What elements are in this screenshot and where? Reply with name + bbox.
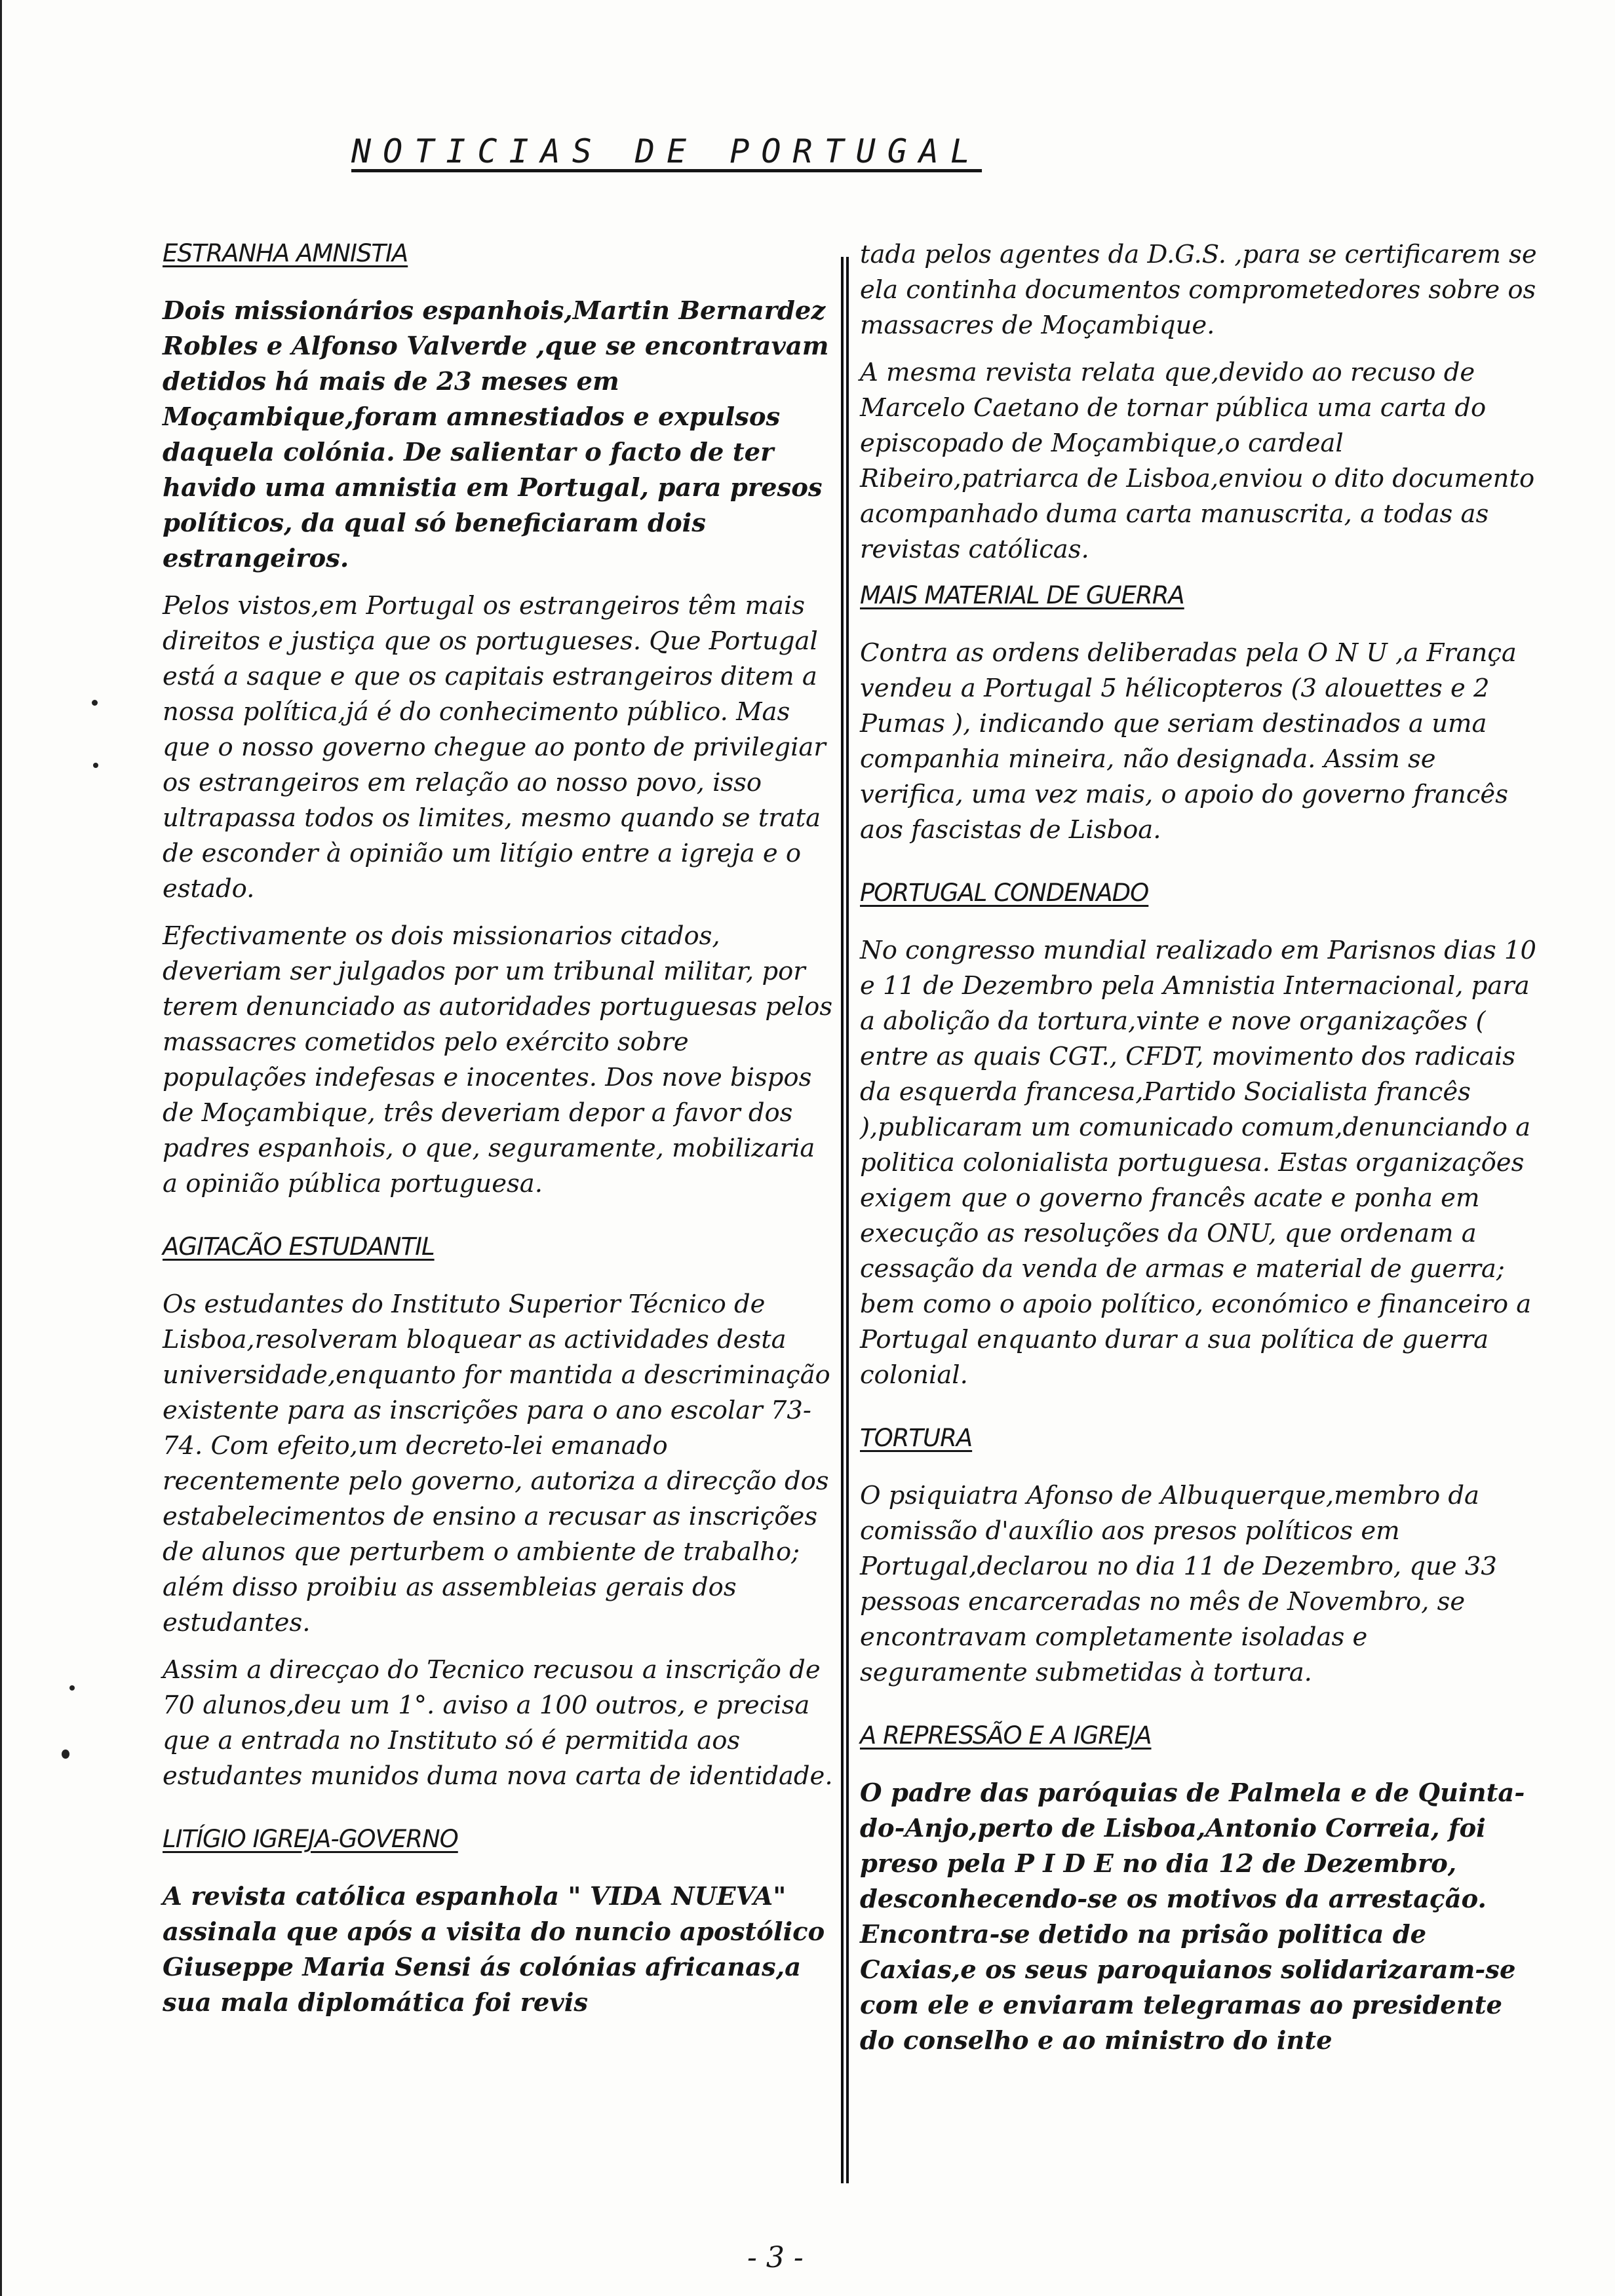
article-paragraph: A mesma revista relata que,devido ao recuso de Marcelo Caetano de tornar pública uma carta do episcopado de Moçambique,o cardeal Ribeiro,patriarca de Lisboa,enviou o dito documento acompanhado duma carta manuscrita, a todas as revistas católicas. bbox=[860, 358, 1535, 564]
heading-portugal-condenado: PORTUGAL CONDENADO bbox=[860, 879, 1149, 907]
left-column bbox=[163, 237, 838, 2033]
article-paragraph: O padre das paróquias de Palmela e de Quinta-do-Anjo,perto de Lisboa,Antonio Correia, foi preso pela P I D E no dia 12 de Dezembro, desconhecendo-se os motivos da arrestação. Encontra-se detido na prisão politica de Caxias,e os seus paroquianos solidarizaram-se com ele e enviaram telegramas ao presidente do conselho e ao ministro do inte bbox=[860, 1778, 1525, 2056]
scan-speck bbox=[62, 1750, 69, 1759]
article-paragraph: No congresso mundial realizado em Parisnos dias 10 e 11 de Dezembro pela Amnistia Internacional, para a abolição da tortura,vinte e nove organizações ( entre as quais CGT., CFDT, movimento dos radicais da esquerda francesa,Partido Socialista francês ),publicaram um comunicado comum,denunciando a politica colonialista portuguesa. Estas organizações exigem que o governo francês acate e ponha em execução as resoluções da ONU, que ordenam a cessação da venda de armas e material de guerra; bem como o apoio político, económico e financeiro a Portugal enquanto durar a sua política de guerra colonial. bbox=[860, 936, 1537, 1390]
article-paragraph: Dois missionários espanhois,Martin Bernardez Robles e Alfonso Valverde ,que se encontravam detidos há mais de 23 meses em Moçambique,foram amnestiados e expulsos daquela colónia. De salientar o facto de ter havido uma amnistia em Portugal, para presos políticos, da qual só beneficiaram dois estrangeiros. bbox=[163, 296, 829, 573]
article-paragraph: Pelos vistos,em Portugal os estrangeiros têm mais direitos e justiça que os portugueses. Que Portugal está a saque e que os capitais estrangeiros ditem a nossa política,já é do conhecimento público. Mas que o nosso governo chegue ao ponto de privilegiar os estrangeiros em relação ao nosso povo, isso ultrapassa todos os limites, mesmo quando se trata de esconder à opinião um litígio entre a igreja e o estado. bbox=[163, 591, 826, 904]
article-paragraph: Assim a direcçao do Tecnico recusou a inscrição de 70 alunos,deu um 1°. aviso a 100 outros, e precisa que a entrada no Instituto só é permitida aos estudantes munidos duma nova carta de identidade. bbox=[163, 1655, 833, 1791]
article-paragraph: tada pelos agentes da D.G.S. ,para se certificarem se ela continha documentos comprometedores sobre os massacres de Moçambique. bbox=[860, 240, 1537, 340]
scan-speck bbox=[93, 763, 98, 768]
article-paragraph: Os estudantes do Instituto Superior Técnico de Lisboa,resolveram bloquear as actividades desta universidade,enquanto for mantida a descriminação existente para as inscrições para o ano escolar 73-74. Com efeito,um decreto-lei emanado recentemente pelo governo, autoriza a direcção dos estabelecimentos de ensino a recusar as inscrições de alunos que perturbem o ambiente de trabalho; além disso proibiu as assembleias gerais dos estudantes. bbox=[163, 1290, 830, 1637]
page-number: - 3 - bbox=[747, 2241, 804, 2274]
right-column bbox=[860, 237, 1542, 2071]
heading-mais-material-de-guerra: MAIS MATERIAL DE GUERRA bbox=[860, 581, 1184, 609]
article-paragraph: O psiquiatra Afonso de Albuquerque,membro da comissão d'auxílio aos presos políticos em Portugal,declarou no dia 11 de Dezembro, que 33 pessoas encarceradas no mês de Novembro, se encontravam completamente isoladas e seguramente submetidas à tortura. bbox=[860, 1481, 1497, 1687]
heading-estranha-amnistia: ESTRANHA AMNISTIA bbox=[163, 239, 408, 267]
article-paragraph: Contra as ordens deliberadas pela O N U ,a França vendeu a Portugal 5 hélicopteros (3 alouettes e 2 Pumas ), indicando que seriam destinados a uma companhia mineira, não designada. Assim se verifica, uma vez mais, o apoio do governo francês aos fascistas de Lisboa. bbox=[860, 638, 1517, 845]
heading-tortura: TORTURA bbox=[860, 1424, 973, 1452]
article-paragraph: A revista católica espanhola " VIDA NUEVA" assinala que após a visita do nuncio apostólico Giuseppe Maria Sensi ás colónias africanas,a sua mala diplomática foi revis bbox=[163, 1882, 825, 2018]
heading-agitacao-estudantil: AGITACÃO ESTUDANTIL bbox=[163, 1233, 435, 1261]
column-divider bbox=[841, 257, 849, 2183]
scan-speck bbox=[92, 700, 98, 706]
heading-litigio-igreja-governo: LITÍGIO IGREJA-GOVERNO bbox=[163, 1825, 458, 1853]
page-title: NOTICIAS DE PORTUGAL bbox=[351, 132, 983, 170]
scan-speck bbox=[69, 1685, 75, 1691]
heading-a-repressao-e-a-igreja: A REPRESSÃO E A IGREJA bbox=[860, 1721, 1152, 1750]
article-paragraph: Efectivamente os dois missionarios citados, deveriam ser julgados por um tribunal militar, por terem denunciado as autoridades portuguesas pelos massacres cometidos pelo exército sobre populações indefesas e inocentes. Dos nove bispos de Moçambique, três deveriam depor a favor dos padres espanhois, o que, seguramente, mobilizaria a opinião pública portuguesa. bbox=[163, 921, 833, 1198]
